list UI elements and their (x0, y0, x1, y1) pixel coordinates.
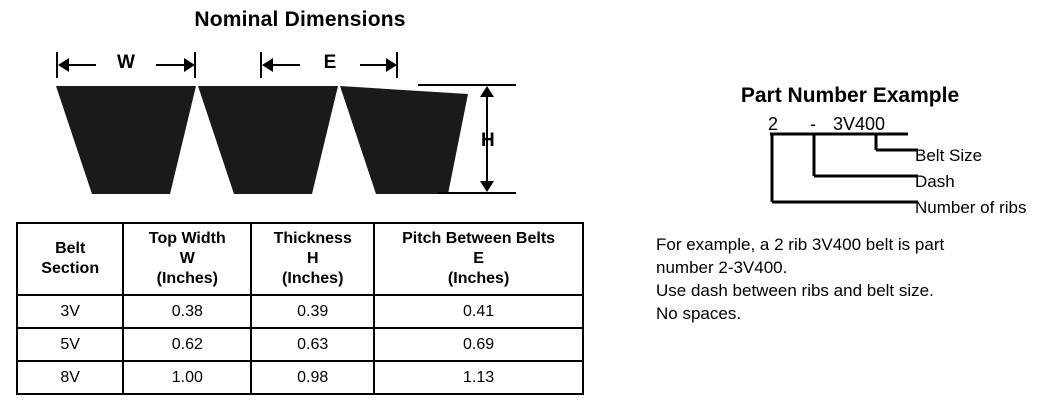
description-line-4: No spaces. (656, 303, 742, 323)
cell-width: 0.38 (123, 295, 251, 328)
belt-cross-section-illustration (40, 82, 480, 198)
h-top-extension-line (418, 84, 516, 86)
part-number-size: 3V400 (833, 114, 886, 134)
header-top-width: Top Width W (Inches) (123, 223, 251, 295)
nominal-dimensions-title: Nominal Dimensions (194, 8, 406, 31)
h-dimension-label: H (481, 130, 495, 151)
table-row (17, 295, 583, 328)
cell-pitch: 0.69 (374, 328, 583, 361)
callout-number-of-ribs: Number of ribs (915, 198, 1027, 217)
e-arrow-right-icon (386, 58, 397, 72)
description-line-3: Use dash between ribs and belt size. (656, 280, 934, 300)
cell-section: 3V (17, 295, 123, 328)
cell-width: 1.00 (123, 361, 251, 394)
header-belt-section: Belt Section (17, 223, 123, 295)
cell-thickness: 0.39 (251, 295, 374, 328)
cell-section: 8V (17, 361, 123, 394)
belt-dimensions-table (16, 222, 584, 395)
callout-dash: Dash (915, 172, 955, 191)
cell-width: 0.62 (123, 328, 251, 361)
cell-pitch: 0.41 (374, 295, 583, 328)
table-header-row (17, 223, 583, 295)
part-number-dash: - (810, 114, 816, 134)
cell-section: 5V (17, 328, 123, 361)
part-number-description (656, 234, 1056, 326)
cell-thickness: 0.98 (251, 361, 374, 394)
description-line-1: For example, a 2 rib 3V400 belt is part (656, 235, 945, 254)
table-row (17, 361, 583, 394)
e-dimension-label: E (300, 52, 360, 74)
header-pitch-between-belts: Pitch Between Belts E (Inches) (374, 223, 583, 295)
header-thickness: Thickness H (Inches) (251, 223, 374, 295)
w-dimension-indicator (0, 52, 260, 78)
table-row (17, 328, 583, 361)
cell-pitch: 1.13 (374, 361, 583, 394)
e-dimension-indicator (250, 52, 510, 78)
cell-thickness: 0.63 (251, 328, 374, 361)
h-bottom-extension-line (438, 192, 516, 194)
h-dimension-indicator (418, 78, 538, 208)
callout-belt-size: Belt Size (915, 146, 983, 165)
w-arrow-right-icon (184, 58, 195, 72)
description-line-2: number 2-3V400. (656, 257, 788, 277)
part-number-leader-lines (768, 132, 928, 212)
part-number-title: Part Number Example (740, 84, 960, 107)
part-number-ribs: 2 (768, 114, 779, 134)
w-dimension-label: W (96, 52, 156, 74)
part-number-panel (650, 0, 1064, 412)
